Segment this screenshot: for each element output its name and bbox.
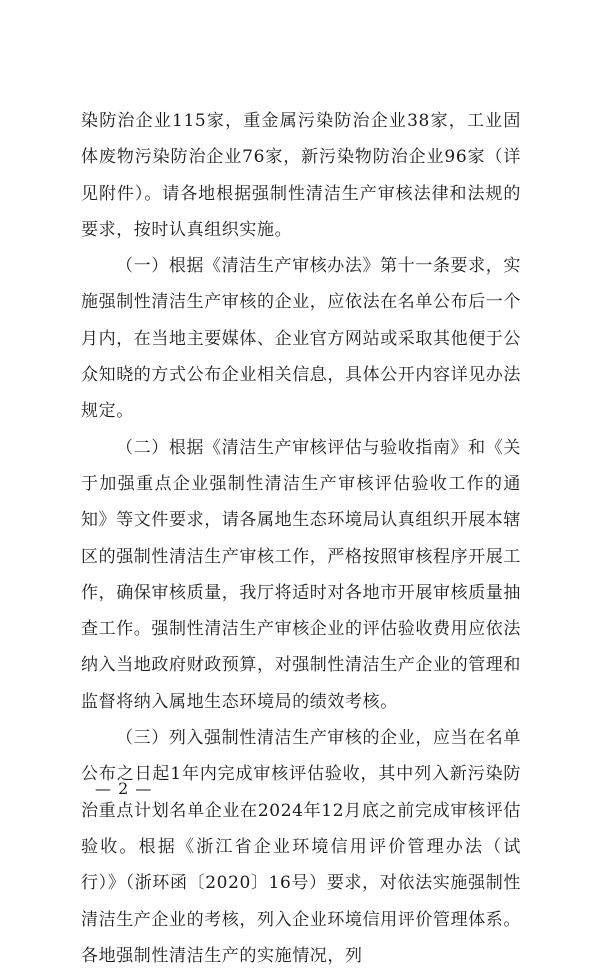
paragraph-item-3: （三）列入强制性清洁生产审核的企业，应当在名单公布之日起1年内完成审核评估验收，其中列入新污染防治重点计划名单企业在2024年12月底之前完成审核评估验收。根据《浙江省企业环境信用评价管理办法（试行）》（浙环函〔2020〕16号）要求，对依法实施强制性清洁生产企业的考核，列入企业环境信用评价管理体系。各地强制性清洁生产的实施情况，列 xyxy=(81,728,521,966)
document-body xyxy=(81,103,521,974)
paragraph-item-2: （二）根据《清洁生产审核评估与验收指南》和《关于加强重点企业强制性清洁生产审核评估验收工作的通知》等文件要求，请各属地生态环境局认真组织开展本辖区的强制性清洁生产审核工作，严格按照审核程序开展工作，确保审核质量，我厅将适时对各地市开展审核质量抽查工作。强制性清洁生产审核企业的评估验收费用应依法纳入当地政府财政预算，对强制性清洁生产企业的管理和监督将纳入属地生态环境局的绩效考核。 xyxy=(81,437,521,712)
paragraph-continuation: 染防治企业115家，重金属污染防治企业38家，工业固体废物污染防治企业76家，新污染物防治企业96家（详见附件）。请各地根据强制性清洁生产审核法律和法规的要求，按时认真组织实施。 xyxy=(81,111,521,240)
page-number: — 2 — xyxy=(95,779,153,798)
paragraph-item-1: （一）根据《清洁生产审核办法》第十一条要求，实施强制性清洁生产审核的企业，应依法在名单公布后一个月内，在当地主要媒体、企业官方网站或采取其他便于公众知晓的方式公布企业相关信息，具体公开内容详见办法规定。 xyxy=(81,256,521,422)
